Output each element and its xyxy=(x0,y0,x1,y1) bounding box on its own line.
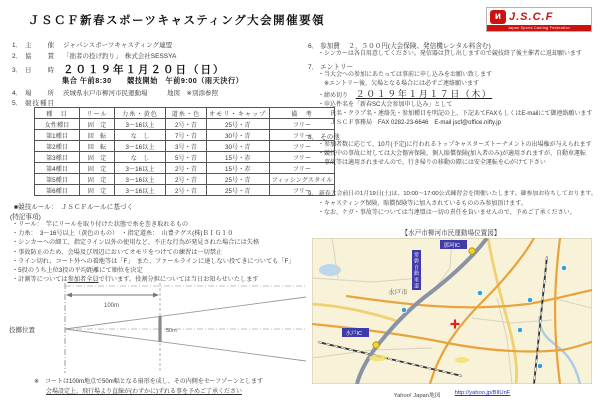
ic-label-top: 那珂IC xyxy=(443,243,461,249)
section-title: 新春大会前日の1月19日(土)は、10:00〜17:00公式練習会を開催いたします。御参加お待ちしております。 xyxy=(318,191,597,197)
item-label: 協 賛 xyxy=(25,53,55,60)
table-cell: 固 定 xyxy=(80,163,115,174)
distance-label: 100m xyxy=(104,303,120,309)
event-schedule: 集合 午前8:30 競技開始 午前9:00（雨天決行） xyxy=(62,76,244,85)
diagram-note-1: ※ コートは100m地点で50m幅となる扇形を成し、その内側をセーフゾーンとします xyxy=(34,379,264,385)
table-header-row xyxy=(35,108,335,119)
ic-label-bottom: 水戸IC xyxy=(345,331,363,337)
section-fee xyxy=(308,40,491,50)
table-cell: 5号・青 xyxy=(166,152,207,163)
jscf-logo xyxy=(486,7,592,32)
table-cell: 2号・青 xyxy=(166,119,207,130)
table-cell: 3〜16以上 xyxy=(115,141,166,152)
item-number: 5． xyxy=(12,100,23,107)
table-cell: 女性種目 xyxy=(35,119,80,130)
table-row xyxy=(35,130,335,141)
text-line: ・競技中の事故に対しては大会傷害保険、個人賠償保険(加入者のみ)が適用されますが、自動車運転 xyxy=(318,151,586,158)
jscf-logo-text: J.S.C.F xyxy=(509,11,554,23)
course-diagram xyxy=(8,283,308,373)
fee-notes xyxy=(318,50,582,59)
text-line: ・リール： 竿にリールを取り付けた状態で糸を巻き取れるもの xyxy=(12,221,189,228)
item-value: ジャパンスポーツキャスティング連盟 xyxy=(63,42,173,49)
section-other xyxy=(308,131,340,141)
table-cell: フリー xyxy=(269,130,335,141)
text-line: ※エントリー後、欠場となる場合には必ずご連絡願います xyxy=(318,81,480,88)
table-cell: 第4種目 xyxy=(35,163,80,174)
fan-lower-line xyxy=(65,329,306,361)
table-cell: 第3種目 xyxy=(35,152,80,163)
table-cell: フリー xyxy=(269,141,335,152)
other-notes xyxy=(318,141,592,168)
table-row xyxy=(35,141,335,152)
table-row xyxy=(35,119,335,130)
section-number: 6． xyxy=(308,43,319,50)
entry-deadline-row xyxy=(318,90,492,101)
table-cell: 固 定 xyxy=(80,174,115,185)
section-number: 8． xyxy=(308,134,319,141)
map-credit: Yahoo! Japan地図 xyxy=(393,393,441,399)
section-number: 7． xyxy=(308,64,319,71)
table-row xyxy=(35,152,335,163)
item-label: 競技種目 xyxy=(25,100,55,107)
table-cell: フリー xyxy=(269,152,335,163)
item-label: 主 催 xyxy=(25,42,55,49)
section-title: 参加費 xyxy=(320,43,340,50)
measure-prefix: ・計測等については xyxy=(12,276,68,283)
col-reel: リール xyxy=(80,108,115,119)
table-cell: 第6種目 xyxy=(35,185,80,196)
events-table xyxy=(34,107,335,196)
arrowhead-right-icon xyxy=(153,293,159,298)
text-line: 氏名・クラブ名・連絡先・参加種目を明記の上、下記あてFAXもしくはE-mailにて御連絡願います xyxy=(318,111,593,118)
rules-list xyxy=(12,220,295,275)
width-label: 50m xyxy=(166,328,177,334)
col-remarks: 備 考 xyxy=(269,108,335,119)
table-row xyxy=(35,185,335,196)
section-title: エントリー xyxy=(320,64,354,71)
info-row-date xyxy=(12,62,226,77)
fan-upper-line xyxy=(65,297,306,329)
item-number: 1． xyxy=(12,42,23,49)
jscf-logo-mark-icon: и xyxy=(490,10,506,24)
measure-suffix: で行います。役割分担については当日お知らせいたします xyxy=(98,276,259,283)
text-line: ・なお、ケガ・事故等については当連盟は一切の責任を負いませんので、予めご了承ください。 xyxy=(318,210,576,217)
text-line: ・5投のうち上位3投の平均距離にて順位を決定 xyxy=(12,267,143,275)
map-park-area xyxy=(369,355,387,361)
table-cell: 固 定 xyxy=(80,119,115,130)
table-cell: な し xyxy=(115,152,166,163)
rules-subheading: (特記事項) xyxy=(10,214,41,221)
event-date: ２０１９年１月２０日（日） xyxy=(63,64,226,76)
jscf-logo-subtitle: Japan Sports Casting Federation xyxy=(487,25,591,31)
practice-notes xyxy=(318,200,576,218)
table-cell: 固 定 xyxy=(80,185,115,196)
table-cell: な し xyxy=(115,130,166,141)
deadline-date: ２０１９年１月１７日（木） xyxy=(355,89,493,99)
section-practice xyxy=(308,190,597,199)
text-line: ・事故防止のため、会場及び周辺においてオモリをつけての練習は一切禁止 xyxy=(12,248,223,256)
table-cell: 25号・青 xyxy=(207,174,270,185)
table-cell: 2号・青 xyxy=(166,163,207,174)
table-cell: 3号・青 xyxy=(166,141,207,152)
text-line: 事故等は適用されませんので、行き帰りの移動の際には安全運転を心がけて下さい xyxy=(318,160,546,167)
text-line: ・参加者数に応じて、10月(予定)に行われるトップキャスターズトーナメントの出場権が与えられます xyxy=(318,142,592,148)
table-cell: 30号・青 xyxy=(207,141,270,152)
table-cell: フリー xyxy=(269,119,335,130)
table-cell: 25号・青 xyxy=(207,119,270,130)
map-url-link[interactable]: http://yahoo.jp/BIlUnF xyxy=(454,390,511,396)
text-line: ・申込件名を「新春SC大会参加申し込み」として xyxy=(318,102,453,108)
gate-width-bar xyxy=(158,316,161,342)
deadline-label: ・締め切り xyxy=(318,93,349,99)
venue-map xyxy=(312,238,592,384)
info-row-events xyxy=(12,98,63,107)
table-cell: 30号・青 xyxy=(207,130,270,141)
section-number: 9． xyxy=(308,191,318,197)
table-cell: 固 定 xyxy=(80,152,115,163)
entry-notes xyxy=(318,71,492,89)
measure-underlined: 参加者全員 xyxy=(67,276,99,283)
table-cell: 25号・青 xyxy=(207,185,270,196)
table-cell: 2号・青 xyxy=(166,174,207,185)
table-cell: フリー xyxy=(269,163,335,174)
text-line: ＪＳＣＦ事務局 FAX 0282-23-6646 E-mail jscf@office.nifty.jp xyxy=(318,120,501,127)
text-line: ・シンカーへの細工、指定ライン以外の使用など、不正な行為が発見された場合には失格 xyxy=(12,239,260,247)
text-line: ・シンカーは各自用意してください。発信器は貸し出しますので競技終了後主催者に返却願います xyxy=(318,51,582,57)
item-value: 「拙者の投げ釣り」 株式会社SESSYA xyxy=(63,53,177,60)
city-label: 水戸市 xyxy=(388,289,408,296)
table-cell: 第2種目 xyxy=(35,141,80,152)
item-label: 場 所 xyxy=(25,90,55,97)
table-row xyxy=(35,163,335,174)
map-caption: 【水戸市柳河市民運動場位置図】 xyxy=(401,230,501,237)
section-entry xyxy=(308,61,353,71)
map-park-area xyxy=(455,357,469,363)
section-title: その他 xyxy=(320,134,340,141)
table-cell: 3〜16以上 xyxy=(115,185,166,196)
col-shockleader: 力糸・黄色 xyxy=(115,108,166,119)
text-line: ・当大会への参加にあたっては事前に申し込みをお願い致します xyxy=(318,72,493,78)
table-cell: 15号・赤 xyxy=(207,163,270,174)
col-mainline: 道糸・色 xyxy=(166,108,207,119)
diagram-note-2: 会場設定上、飛行場より直線が(わずかに)ずれる事を予めご了承ください xyxy=(46,389,242,395)
table-cell: 3〜16以上 xyxy=(115,174,166,185)
page-title: ＪＳＣＦ新春スポーツキャスティング大会開催要領 xyxy=(28,15,326,27)
item-number: 4． xyxy=(12,90,23,97)
col-sinker: オモリ・キャップ xyxy=(207,108,270,119)
fee-amount: ２，５００円(大会保険、発信機レンタル料含む) xyxy=(348,43,491,50)
info-row-host xyxy=(12,40,172,49)
interchange-marker-bottom xyxy=(373,342,379,348)
throw-position-label: 投擲位置 xyxy=(9,327,35,334)
table-cell: フリー xyxy=(269,185,335,196)
col-event: 種 目 xyxy=(35,108,80,119)
table-cell: 第1種目 xyxy=(35,130,80,141)
table-cell: フィッシングスタイル xyxy=(269,174,335,185)
event-place: 茨城県水戸市柳河市民運動場 地図 ※別添参照 xyxy=(63,90,218,97)
highway-label: 常磐自動車道 xyxy=(414,252,420,290)
item-number: 3． xyxy=(12,67,23,74)
info-row-sponsor xyxy=(12,51,176,60)
text-line: ・キャスティング保険、賠償保険等に加入されているもののみ参加頂けます。 xyxy=(318,201,527,207)
text-line: ・ライン切れ、コート外への着地等は「F」 また、ファールラインに達しない投てきについても「F」 xyxy=(12,257,295,265)
text-line: ・力糸： 3〜16号以上（黄色のもの） ・指定道糸： 山豊テグス(株)ＢＩＧ１０ xyxy=(12,230,234,238)
table-cell: 回 転 xyxy=(80,130,115,141)
table-cell: 回 転 xyxy=(80,141,115,152)
table-cell: 15号・赤 xyxy=(207,152,270,163)
item-label: 日 時 xyxy=(25,67,55,74)
table-cell: 3〜16以上 xyxy=(115,163,166,174)
table-cell: 3〜16以上 xyxy=(115,119,166,130)
entry-contact-lines xyxy=(318,101,592,128)
table-cell: 第5種目 xyxy=(35,174,80,185)
interchange-marker-top xyxy=(469,248,475,254)
rules-heading: ■競技ルール： ＪＳＣＦルールに基づく xyxy=(14,204,134,211)
info-row-place xyxy=(12,88,218,97)
table-cell: 2号・青 xyxy=(166,185,207,196)
item-number: 2． xyxy=(12,53,23,60)
table-row xyxy=(35,174,335,185)
table-cell: 7号・青 xyxy=(166,130,207,141)
arrowhead-left-icon xyxy=(66,293,72,298)
